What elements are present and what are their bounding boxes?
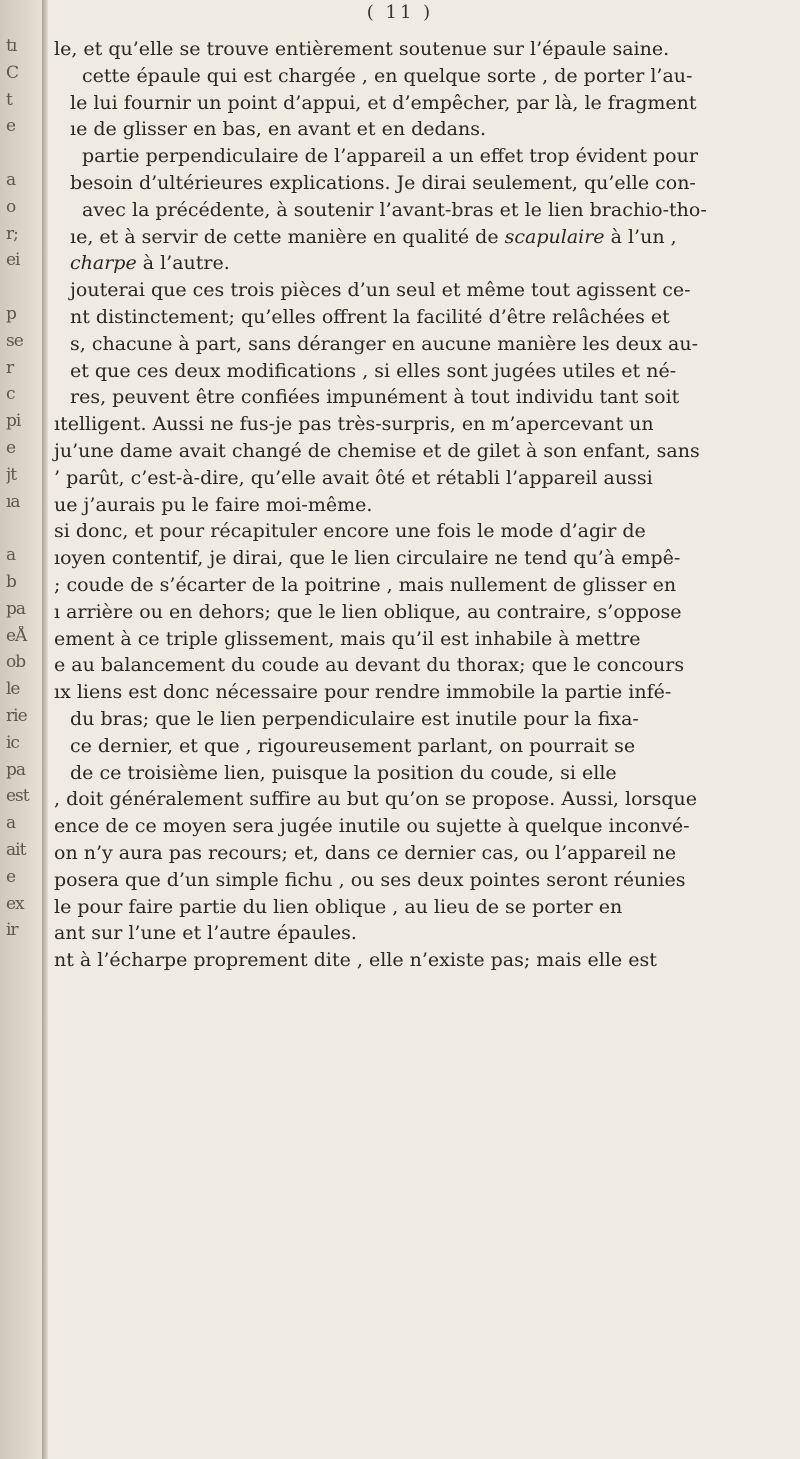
margin-fragment: C (6, 62, 19, 83)
text-line: le, et qu’elle se trouve entièrement soutenue sur l’épaule saine. (54, 38, 670, 60)
text-line: posera que d’un simple fichu , ou ses deux pointes seront réunies (54, 868, 686, 891)
margin-fragment: jt (6, 464, 17, 485)
text-line: ; coude de s’écarter de la poitrine , mais nullement de glisser en (54, 573, 677, 596)
text-line: nt distinctement; qu’elles offrent la facilité d’être relâchées et (70, 305, 670, 328)
margin-fragment: c (6, 384, 15, 405)
margin-fragment: p (6, 304, 16, 324)
text-line: ant sur l’une et l’autre épaules. (54, 922, 357, 945)
text-line: ıe, et à servir de cette manière en qualité de scapulaire à l’un , (70, 225, 677, 248)
text-line: le pour faire partie du lien oblique , au lieu de se porter en (54, 895, 623, 918)
text-line: si donc, et pour récapituler encore une fois le mode d’agir de (54, 520, 646, 543)
margin-fragment: o (6, 196, 16, 217)
margin-fragment: ei (6, 250, 20, 271)
text-line: ıtelligent. Aussi ne fus-je pas très-surpris, en m’apercevant un (54, 413, 654, 436)
text-line: , doit généralement suffire au but qu’on se propose. Aussi, lorsque (54, 788, 697, 811)
margin-fragment: ob (6, 652, 26, 673)
text-line: charpe à l’autre. (70, 252, 230, 275)
margin-fragment: pa (6, 598, 26, 619)
text-line: avec la précédente, à soutenir l’avant-bras et le lien brachio-tho- (82, 198, 707, 221)
text-line: cette épaule qui est chargée , en quelque sorte , de porter l’au- (82, 64, 693, 87)
text-line: res, peuvent être confiées impunément à tout individu tant soit (70, 386, 680, 409)
margin-fragment: ir (6, 920, 18, 941)
text-line: le lui fournir un point d’appui, et d’empêcher, par là, le fragment (70, 91, 697, 114)
text-line: jouterai que ces trois pièces d’un seul et même tout agissent ce- (70, 279, 691, 302)
text-line: ı arrière ou en dehors; que le lien oblique, au contraire, s’oppose (54, 600, 682, 623)
text-line: ju’une dame avait changé de chemise et de gilet à son enfant, sans (54, 439, 700, 462)
margin-fragment: tı (6, 36, 17, 56)
text-line: et que ces deux modifications , si elles sont jugées utiles et né- (70, 359, 677, 382)
text-line: partie perpendiculaire de l’appareil a un effet trop évident pour (82, 145, 698, 168)
margin-fragment: pa (6, 759, 26, 780)
text-line: ıoyen contentif, je dirai, que le lien circulaire ne tend qu’à empê- (54, 547, 681, 570)
margin-fragment: b (6, 572, 16, 592)
facing-page-margin (0, 0, 46, 1459)
text-line: ement à ce triple glissement, mais qu’il est inhabile à mettre (54, 627, 641, 650)
text-line: ’ parût, c’est-à-dire, qu’elle avait ôté et rétabli l’appareil aussi (54, 466, 653, 489)
text-line: on n’y aura pas recours; et, dans ce dernier cas, ou l’appareil ne (54, 841, 677, 864)
text-line: ue j’aurais pu le faire moi-même. (54, 493, 373, 516)
margin-fragment: e (6, 866, 16, 887)
margin-fragment: eÅ (6, 625, 27, 646)
margin-fragment: r; (6, 223, 18, 244)
emphasis: scapulaire (504, 225, 605, 248)
body-text (48, 36, 788, 974)
margin-fragment: ait (6, 840, 26, 860)
margin-fragment: a (6, 545, 16, 566)
margin-fragment: ıa (6, 491, 20, 512)
margin-fragment: se (6, 330, 23, 351)
margin-fragment: rie (6, 706, 27, 726)
text-line: ıe de glisser en bas, en avant et en dedans. (70, 118, 487, 141)
margin-fragment: le (6, 679, 20, 700)
margin-fragment: a (6, 813, 16, 834)
margin-fragment: ic (6, 732, 19, 753)
text-line: ıx liens est donc nécessaire pour rendre immobile la partie infé- (54, 681, 672, 704)
margin-fragment: t (6, 89, 12, 110)
emphasis: charpe (70, 252, 137, 275)
text-line: besoin d’ultérieures explications. Je dirai seulement, qu’elle con- (70, 171, 696, 194)
margin-fragment: e (6, 438, 16, 458)
margin-fragment: est (6, 786, 29, 807)
text-line: ence de ce moyen sera jugée inutile ou sujette à quelque inconvé- (54, 815, 690, 838)
page-number: ( 11 ) (366, 2, 434, 23)
margin-fragment: ex (6, 893, 24, 914)
text-line: s, chacune à part, sans déranger en aucune manière les deux au- (70, 332, 699, 355)
margin-fragment: r (6, 357, 14, 378)
text-line: e au balancement du coude au devant du thorax; que le concours (54, 654, 685, 677)
margin-fragment: e (6, 116, 16, 137)
margin-fragment: pi (6, 411, 21, 432)
text-line: du bras; que le lien perpendiculaire est inutile pour la fixa- (70, 707, 639, 730)
text-line: ce dernier, et que , rigoureusement parlant, on pourrait se (70, 734, 636, 757)
text-line: nt à l’écharpe proprement dite , elle n’existe pas; mais elle est (54, 949, 657, 972)
text-line: de ce troisième lien, puisque la position du coude, si elle (70, 761, 617, 784)
margin-fragment: a (6, 170, 16, 190)
